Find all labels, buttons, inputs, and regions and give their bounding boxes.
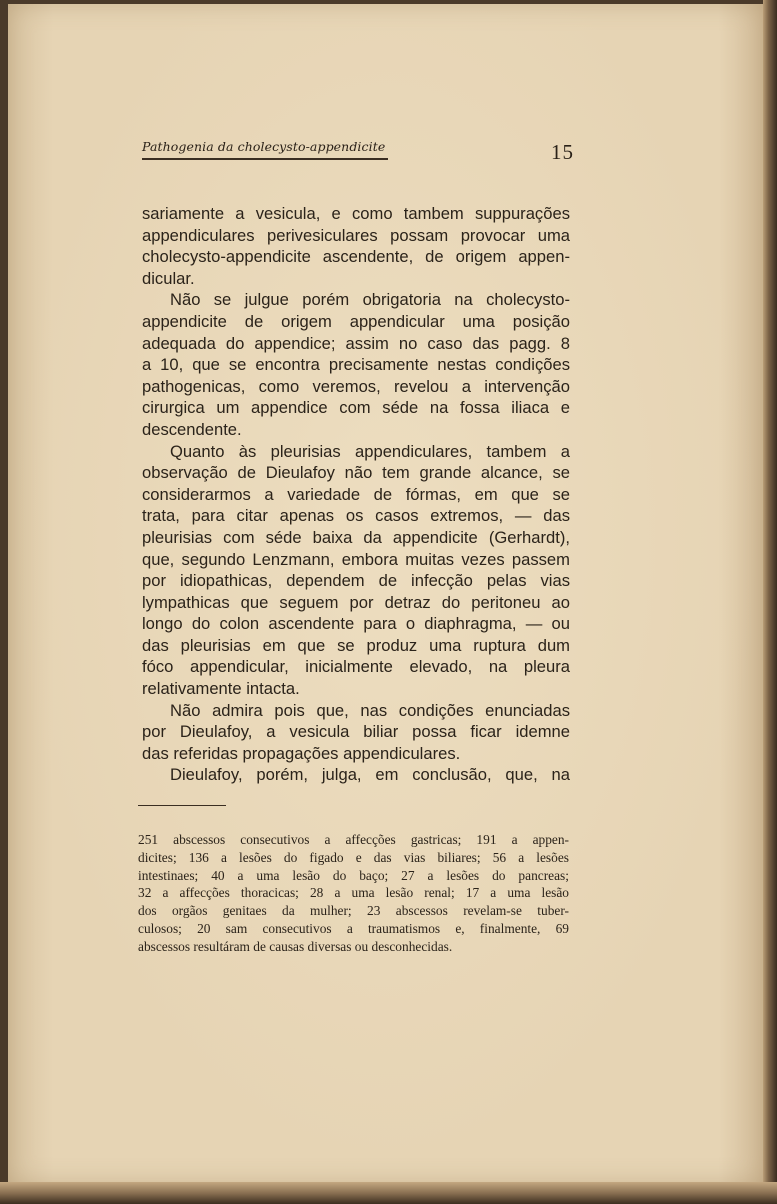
text-line: lympathicas que seguem por detraz do peritoneu ao — [142, 592, 570, 612]
footnote — [138, 831, 569, 956]
footnote-line: culosos; 20 sam consecutivos a traumatismos e, finalmente, 69 — [138, 920, 569, 936]
text-line: sariamente a vesicula, e como tambem suppurações — [142, 204, 570, 223]
running-header-title: Pathogenia da cholecysto-appendicite — [142, 139, 388, 160]
text-line: Dieulafoy, porém, julga, em conclusão, que, na — [170, 765, 570, 785]
text-line: pleurisias com séde baixa da appendicite (Gerhardt), — [142, 527, 570, 547]
text-line: das pleurisias em que se produz uma ruptura dum — [142, 635, 570, 655]
text-line: a 10, que se encontra precisamente nestas condições — [142, 355, 570, 375]
text-line: dicular. — [142, 268, 195, 288]
footnote-line: dicites; 136 a lesões do figado e das vias biliares; 56 a lesões — [138, 849, 569, 865]
text-line: longo do colon ascendente para o diaphragma, — ou — [142, 614, 570, 634]
text-line: fóco appendicular, inicialmente elevado, na pleura — [142, 657, 570, 677]
footnote-line: 251 abscessos consecutivos a affecções gastricas; 191 a appen- — [138, 832, 569, 847]
text-line: cirurgica um appendice com séde na fossa iliaca e — [142, 398, 570, 418]
footnote-line: intestinaes; 40 a uma lesão do baço; 27 a lesões do pancreas; — [138, 867, 569, 883]
text-line: observação de Dieulafoy não tem grande alcance, se — [142, 463, 570, 483]
text-line: descendente. — [142, 419, 242, 439]
text-line: considerarmos a variedade de fórmas, em que se — [142, 484, 570, 504]
footnote-divider — [138, 805, 226, 806]
text-line: adequada do appendice; assim no caso das pagg. 8 — [142, 333, 570, 353]
page-edge-bottom — [0, 1182, 777, 1204]
footnote-line: dos orgãos genitaes da mulher; 23 abscessos revelam-se tuber- — [138, 903, 569, 919]
text-line: cholecysto-appendicite ascendente, de origem appen- — [142, 247, 570, 267]
text-line: por idiopathicas, dependem de infecção pelas vias — [142, 571, 570, 591]
text-line: Quanto às pleurisias appendiculares, tambem a — [170, 441, 570, 461]
text-line: por Dieulafoy, a vesicula biliar possa ficar idemne — [142, 722, 570, 742]
body-text — [142, 203, 570, 786]
footnote-line: 32 a affecções thoracicas; 28 a uma lesão renal; 17 a uma lesão — [138, 885, 569, 901]
text-line: appendiculares perivesiculares possam provocar uma — [142, 225, 570, 245]
text-line: Não admira pois que, nas condições enunciadas — [170, 700, 570, 720]
text-line: appendicite de origem appendicular uma posição — [142, 311, 570, 331]
text-line: que, segundo Lenzmann, embora muitas vezes passem — [142, 549, 570, 569]
text-line: trata, para citar apenas os casos extremos, — das — [142, 506, 570, 526]
text-line: das referidas propagações appendiculares. — [142, 743, 461, 763]
text-line: pathogenicas, como veremos, revelou a intervenção — [142, 376, 570, 396]
page-edge-right — [763, 0, 777, 1204]
footnote-line: abscessos resultáram de causas diversas ou desconhecidas. — [138, 938, 453, 954]
text-line: relativamente intacta. — [142, 679, 300, 699]
page-number: 15 — [551, 140, 574, 164]
text-line: Não se julgue porém obrigatoria na cholecysto- — [170, 290, 570, 310]
